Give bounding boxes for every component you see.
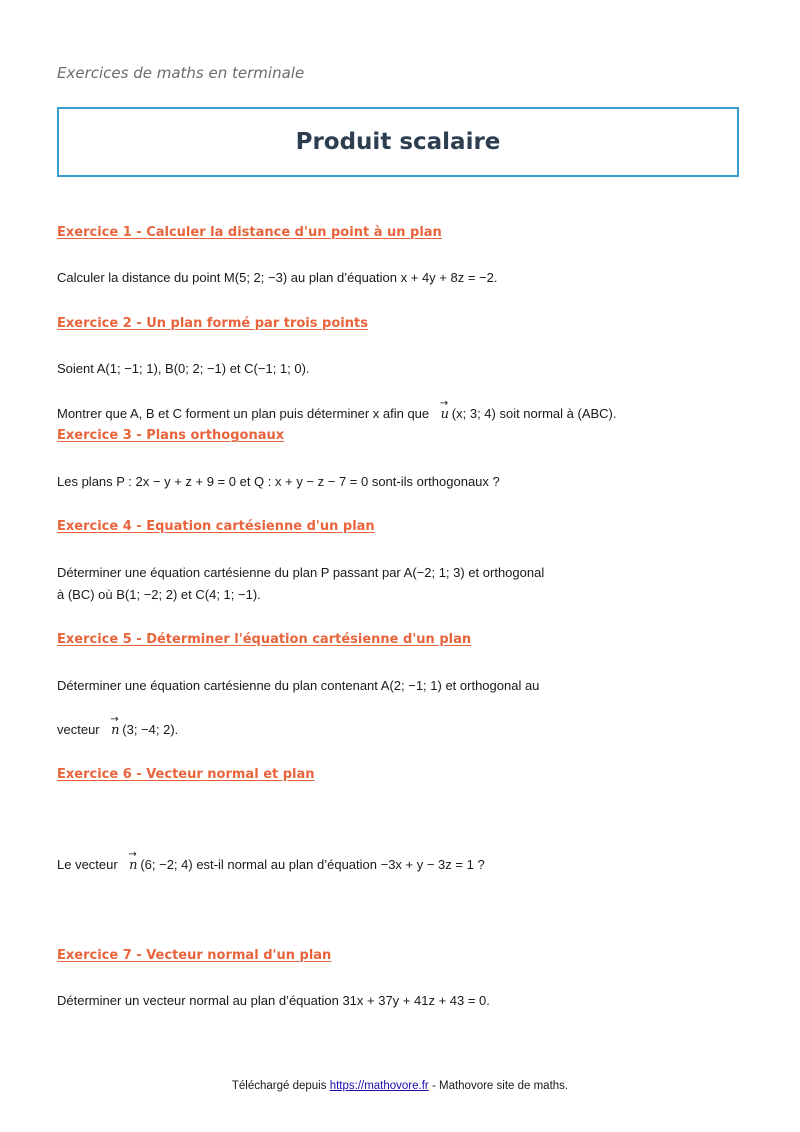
- page-footer: [0, 1080, 800, 1092]
- vector-letter: u: [440, 407, 449, 422]
- footer-text-after: - Mathovore site de maths.: [431, 1080, 569, 1092]
- exercise-4-text-2: à (BC) où B(1; −2; 2) et C(4; 1; −1).: [57, 587, 261, 602]
- exercise-2-text-2-after: (x; 3; 4) soit normal à (ABC).: [451, 406, 617, 421]
- vector-n-symbol: [109, 714, 121, 738]
- exercise-6-title: Exercice 6 - Vecteur normal et plan: [57, 767, 315, 782]
- vector-letter: n: [111, 723, 120, 738]
- exercise-5-text-2: [57, 714, 179, 738]
- exercise-6-text-before: Le vecteur: [57, 857, 118, 872]
- exercise-3-title: Exercice 3 - Plans orthogonaux: [57, 428, 285, 443]
- title-box: [57, 107, 739, 177]
- exercise-2-text-2: [57, 398, 617, 422]
- footer-link[interactable]: https://mathovore.fr: [329, 1080, 429, 1092]
- exercise-2-text-2-before: Montrer que A, B et C forment un plan puis déterminer x afin que: [57, 406, 430, 421]
- page-title: Produit scalaire: [295, 129, 501, 155]
- exercise-6-text: [57, 849, 485, 873]
- vector-arrow-icon: →: [110, 714, 119, 725]
- vector-n-symbol: [127, 849, 139, 873]
- vector-letter: n: [129, 858, 138, 873]
- exercise-2-text-1: Soient A(1; −1; 1), B(0; 2; −1) et C(−1; 1; 0).: [57, 361, 310, 376]
- exercise-2-title: Exercice 2 - Un plan formé par trois points: [57, 316, 368, 331]
- vector-arrow-icon: →: [128, 849, 137, 860]
- page-subtitle: Exercices de maths en terminale: [57, 64, 305, 82]
- exercise-3-text: Les plans P : 2x − y + z + 9 = 0 et Q : x + y − z − 7 = 0 sont-ils orthogonaux ?: [57, 474, 500, 489]
- exercise-4-title: Exercice 4 - Equation cartésienne d'un plan: [57, 519, 375, 534]
- exercise-6-text-after: (6; −2; 4) est-il normal au plan d’équation −3x + y − 3z = 1 ?: [140, 857, 485, 872]
- exercise-5-text-1: Déterminer une équation cartésienne du plan contenant A(2; −1; 1) et orthogonal au: [57, 678, 540, 693]
- exercise-7-text: Déterminer un vecteur normal au plan d’équation 31x + 37y + 41z + 43 = 0.: [57, 993, 490, 1008]
- footer-text-before: Téléchargé depuis: [231, 1080, 327, 1092]
- exercise-5-text-2-before: vecteur: [57, 722, 100, 737]
- exercise-4-text-1: Déterminer une équation cartésienne du plan P passant par A(−2; 1; 3) et orthogonal: [57, 565, 545, 580]
- exercise-5-title: Exercice 5 - Déterminer l'équation cartésienne d'un plan: [57, 632, 472, 647]
- exercise-1-title: Exercice 1 - Calculer la distance d'un point à un plan: [57, 225, 442, 240]
- exercise-5-text-2-after: (3; −4; 2).: [122, 722, 179, 737]
- vector-u-symbol: [439, 398, 451, 422]
- exercise-1-text: Calculer la distance du point M(5; 2; −3) au plan d’équation x + 4y + 8z = −2.: [57, 270, 498, 285]
- vector-arrow-icon: →: [439, 398, 449, 409]
- exercise-7-title: Exercice 7 - Vecteur normal d'un plan: [57, 948, 332, 963]
